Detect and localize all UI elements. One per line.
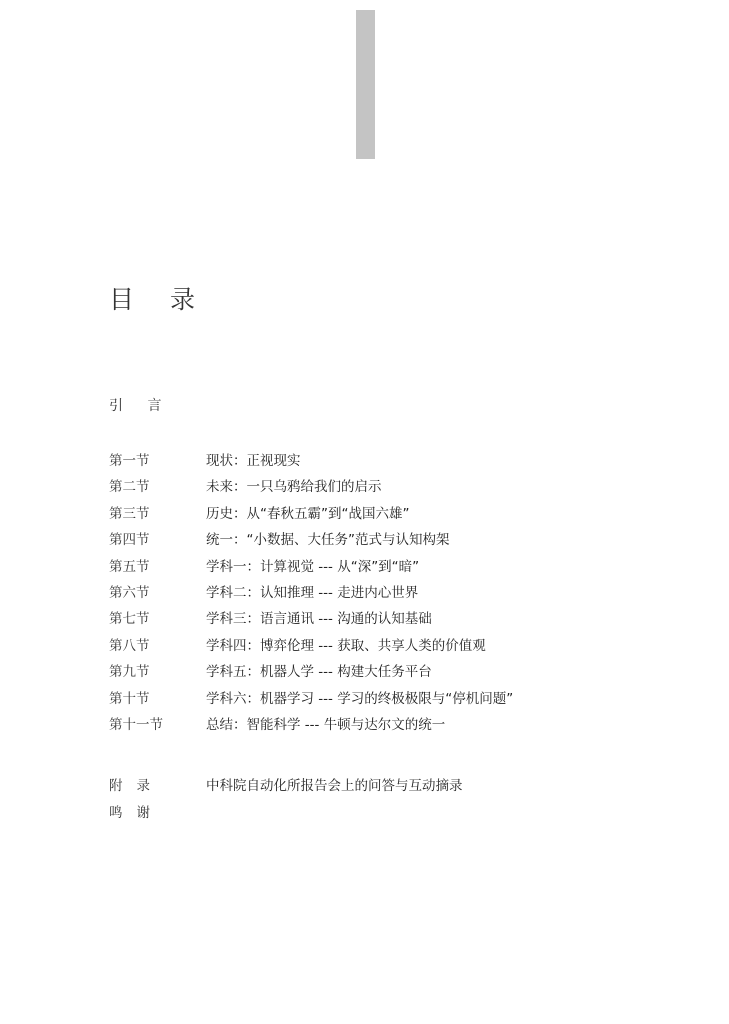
section-row [109,530,513,556]
section-row [109,662,513,688]
section-list [109,451,513,741]
section-row [109,583,513,609]
section-number: 第七节 [109,611,150,628]
section-title: 学科三：语言通讯 --- 沟通的认知基础 [206,611,432,628]
section-row [109,689,513,715]
section-title: 学科一：计算视觉 --- 从“深”到“暗” [206,558,420,575]
section-row [109,477,513,503]
section-number: 第五节 [109,558,150,575]
section-number: 第四节 [109,532,150,549]
section-title: 现状：正视现实 [206,453,301,469]
section-number: 第六节 [109,584,150,601]
section-row [109,504,513,530]
intro-heading: 引 言 [109,398,172,414]
section-number: 第十节 [109,690,150,707]
acknowledgements-label: 鸣谢 [109,805,164,821]
appendix-title: 中科院自动化所报告会上的问答与互动摘录 [206,778,463,794]
back-matter-list [109,776,463,830]
section-number: 第十一节 [109,716,163,733]
section-row [109,557,513,583]
section-row [109,636,513,662]
section-row [109,715,513,741]
section-row [109,609,513,635]
section-title: 学科二：认知推理 --- 走进内心世界 [206,584,419,601]
section-number: 第三节 [109,505,150,522]
section-number: 第一节 [109,453,150,469]
section-title: 统一：“小数据、大任务”范式与认知构架 [206,532,450,549]
section-title: 学科五：机器人学 --- 构建大任务平台 [206,664,432,681]
appendix-row [109,776,463,803]
section-title: 总结：智能科学 --- 牛顿与达尔文的统一 [206,716,446,733]
section-number: 第九节 [109,664,150,681]
section-title: 历史：从“春秋五霸”到“战国六雄” [206,505,410,522]
section-row [109,451,513,477]
acknowledgements-row [109,803,463,830]
section-number: 第二节 [109,479,150,496]
appendix-label: 附录 [109,778,164,794]
section-title: 学科六：机器学习 --- 学习的终极极限与“停机问题” [206,690,514,707]
page-title: 目 录 [109,285,209,314]
decorative-bar [356,10,375,159]
section-title: 未来：一只乌鸦给我们的启示 [206,479,382,496]
section-number: 第八节 [109,637,150,654]
section-title: 学科四：博弈伦理 --- 获取、共享人类的价值观 [206,637,486,654]
